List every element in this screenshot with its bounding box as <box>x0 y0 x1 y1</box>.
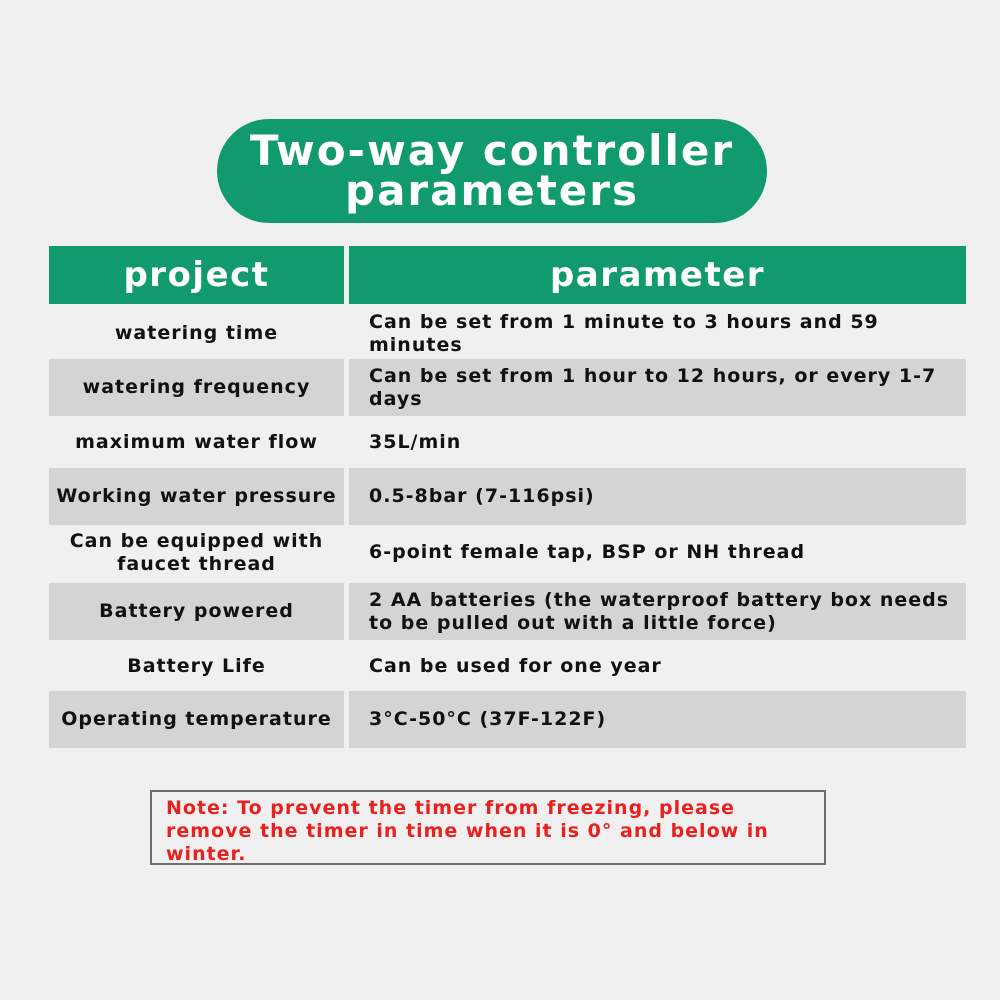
row-parameter-cell: 0.5-8bar (7-116psi) <box>349 468 966 525</box>
row-parameter-cell: Can be set from 1 hour to 12 hours, or every 1-7 days <box>349 359 966 416</box>
column-header-project: project <box>49 246 344 304</box>
table-row <box>49 638 966 695</box>
row-parameter-cell: Can be set from 1 minute to 3 hours and 59 minutes <box>369 310 879 356</box>
row-project-cell: watering frequency <box>49 359 344 416</box>
table-row <box>49 524 966 581</box>
title-line-2: parameters <box>345 166 639 215</box>
column-header-parameter: parameter <box>349 246 966 304</box>
row-parameter-cell: Can be used for one year <box>369 655 662 677</box>
page-title <box>217 119 767 223</box>
row-project-cell: Battery Life <box>127 655 266 677</box>
title-line-1: Two-way controller <box>249 126 735 175</box>
row-parameter-cell: 6-point female tap, BSP or NH thread <box>369 541 806 563</box>
row-project-cell: Battery powered <box>49 583 344 640</box>
note-text: Note: To prevent the timer from freezing, please remove the timer in time when it is 0° and below in winter. <box>166 797 769 865</box>
row-parameter-cell: 3°C-50°C (37F-122F) <box>349 691 966 748</box>
row-parameter-cell: 35L/min <box>369 431 462 453</box>
table-row <box>49 359 966 416</box>
table-row <box>49 468 966 525</box>
row-project-cell: watering time <box>114 322 279 344</box>
table-row <box>49 583 966 640</box>
row-project-cell: Operating temperature <box>49 691 344 748</box>
row-project-cell: Can be equipped with faucet thread <box>69 529 324 575</box>
table-row <box>49 305 966 362</box>
table-row <box>49 414 966 471</box>
row-project-cell: maximum water flow <box>75 431 318 453</box>
row-parameter-cell: 2 AA batteries (the waterproof battery box needs to be pulled out with a little force) <box>349 583 966 640</box>
row-project-cell: Working water pressure <box>49 468 344 525</box>
table-row <box>49 691 966 748</box>
winter-warning-note <box>150 790 826 865</box>
